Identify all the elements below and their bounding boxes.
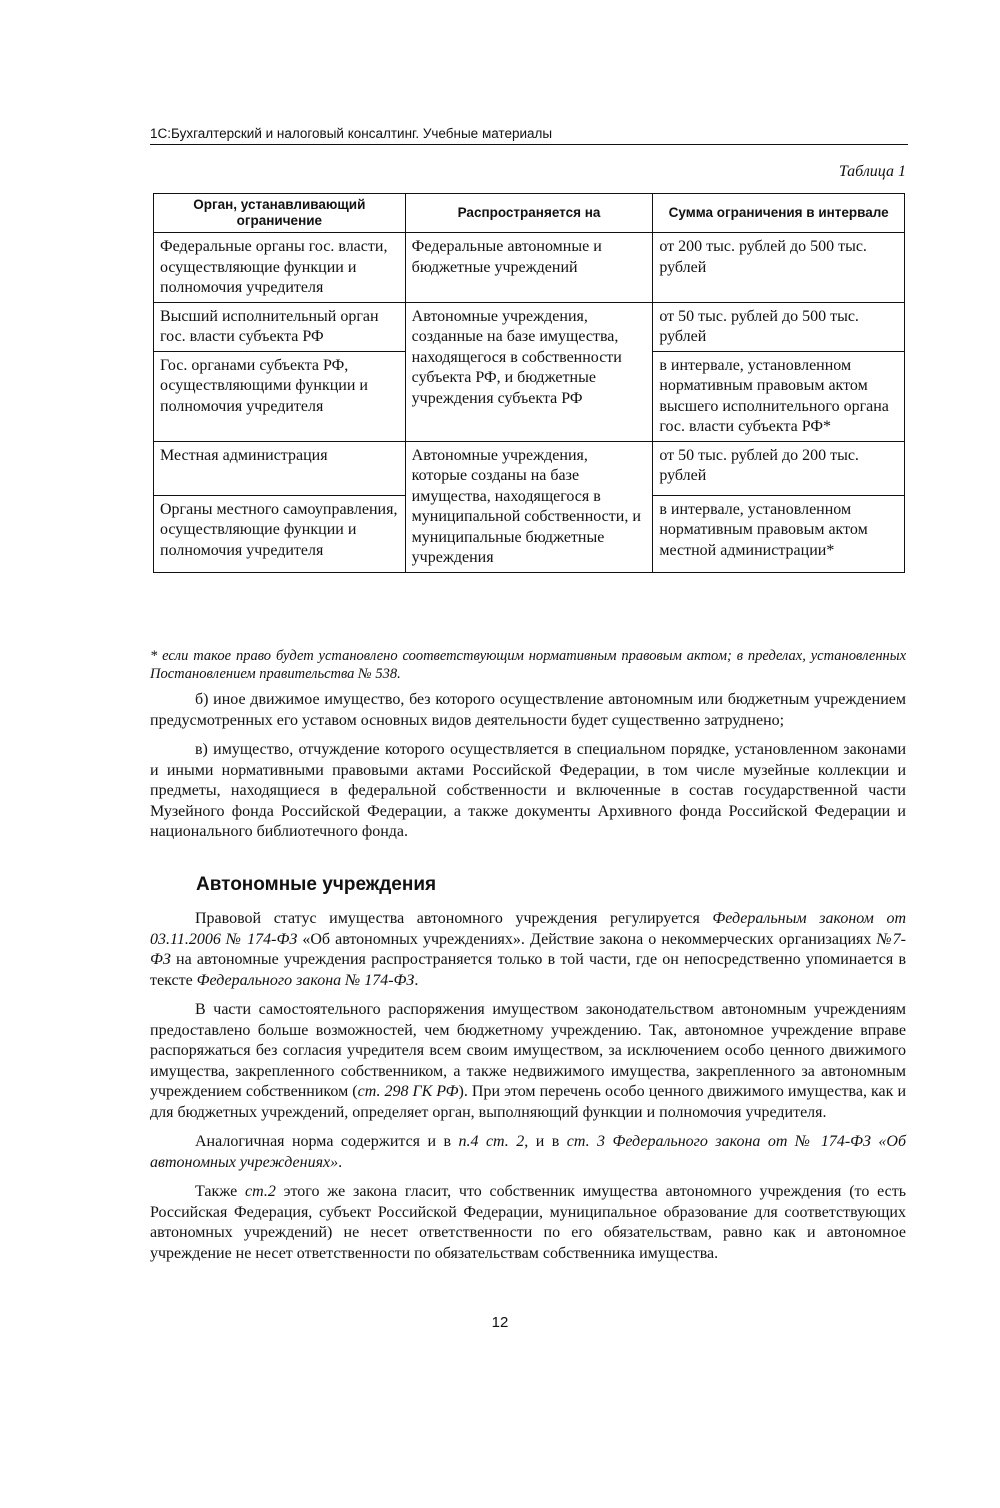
cell-amount: от 50 тыс. рублей до 200 тыс. рублей — [653, 441, 905, 495]
law-reference: Федеральным законом от 03.11.2006 № 174-ФЗ — [150, 910, 906, 948]
table-row — [154, 441, 905, 495]
table-label: Таблица 1 — [838, 163, 906, 180]
paragraph: Правовой статус имущества автономного учреждения регулируется Федеральным законом от 03.11.2006 № 174-ФЗ «Об автономных учреждениях». Действие закона о некоммерческих организациях №7-ФЗ на автономные учреждения распространяется только в той части, где он непосредственно упоминается в тексте Федерального закона № 174-ФЗ. — [150, 910, 906, 989]
paragraph-b: б) иное движимое имущество, без которого осуществление автономным или бюджетным учреждением предусмотренных его уставом основных видов деятельности будет существенно затруднено; — [150, 691, 906, 729]
column-header-applies: Распространяется на — [405, 194, 653, 233]
paragraph: Также ст.2 этого же закона гласит, что собственник имущества автономного учреждения (то есть Российская Федерация, субъект Российской Федерации, муниципальное образование для соответствующих автономных учреждений) не несет ответственности по его обязательствам, равно как и автономное учреждение не несет ответственности по обязательствам собственника имущества. — [150, 1183, 907, 1262]
cell-organ: Местная администрация — [154, 441, 406, 495]
column-header-organ: Орган, устанавливающий ограничение — [154, 194, 406, 233]
law-reference: п.4 ст. 2 — [458, 1133, 525, 1150]
law-reference: №7-ФЗ — [150, 930, 906, 968]
paragraph: В части самостоятельного распоряжения имуществом законодательством автономным учреждениям предоставлено больше возможностей, чем бюджетному учреждению. Так, автономное учреждение вправе распоряжаться без согласия учредителя всем своим имуществом, за исключением особо ценного движимого имущества, закрепленного собственником, а также недвижимого имущества, закрепленного за автономным учреждением собственником (ст. 298 ГК РФ). При этом перечень особо ценного движимого имущества, как и для бюджетных учреждений, определяет орган, выполняющий функции и полномочия учредителя. — [150, 1001, 907, 1121]
table-row — [154, 233, 905, 303]
section-title: Автономные учреждения — [196, 874, 437, 895]
law-reference: ст.2 — [245, 1183, 276, 1200]
law-reference: ст. 3 Федерального закона от № 174-ФЗ «Об автономных учреждениях» — [150, 1133, 906, 1171]
cell-amount: от 50 тыс. рублей до 500 тыс. рублей — [653, 302, 905, 351]
cell-amount: в интервале, установленном нормативным правовым актом высшего исполнительного органа гос. власти субъекта РФ* — [653, 351, 905, 441]
running-header: 1С:Бухгалтерский и налоговый консалтинг. Учебные материалы — [150, 126, 908, 145]
table-footnote: * если такое право будет установлено соответствующим нормативным правовым актом; в пределах, установленных Постановлением правительства № 538. — [150, 648, 906, 682]
paragraph-v: в) имущество, отчуждение которого осуществляется в специальном порядке, установленном законами и иными нормативными правовыми актами Российской Федерации, в том числе музейные коллекции и предметы, находящиеся в федеральной собственности и включенные в состав государственной части Музейного фонда Российской Федерации, а также документы Архивного фонда Российской Федерации и национального библиотечного фонда. — [150, 741, 906, 840]
law-reference: ст. 298 ГК РФ — [357, 1083, 459, 1100]
paragraph: Аналогичная норма содержится и в п.4 ст. 2, и в ст. 3 Федерального закона от № 174-ФЗ «Об автономных учреждениях». — [150, 1133, 906, 1171]
cell-applies: Автономные учреждения, созданные на базе имущества, находящегося в собственности субъекта РФ, и бюджетные учреждения субъекта РФ — [405, 302, 653, 441]
cell-organ: Органы местного самоуправления, осуществляющие функции и полномочия учредителя — [154, 495, 406, 572]
cell-organ: Федеральные органы гос. власти, осуществляющие функции и полномочия учредителя — [154, 233, 406, 303]
cell-organ: Высший исполнительный орган гос. власти субъекта РФ — [154, 302, 406, 351]
cell-applies: Автономные учреждения, которые созданы на базе имущества, находящегося в муниципальной собственности, и муниципальные бюджетные учреждения — [405, 441, 653, 572]
cell-amount: от 200 тыс. рублей до 500 тыс. рублей — [653, 233, 905, 303]
cell-organ: Гос. органами субъекта РФ, осуществляющими функции и полномочия учредителя — [154, 351, 406, 441]
table-row — [154, 302, 905, 351]
column-header-amount: Сумма ограничения в интервале — [653, 194, 905, 233]
law-reference: Федерального закона № 174-ФЗ — [196, 971, 415, 989]
cell-applies: Федеральные автономные и бюджетные учреждений — [405, 233, 653, 303]
table-header-row — [154, 194, 905, 233]
list-paragraphs — [150, 690, 906, 852]
limits-table — [153, 193, 905, 573]
cell-amount: в интервале, установленном нормативным правовым актом местной администрации* — [653, 495, 905, 572]
page-number: 12 — [491, 1314, 509, 1331]
section-body — [150, 909, 906, 1273]
